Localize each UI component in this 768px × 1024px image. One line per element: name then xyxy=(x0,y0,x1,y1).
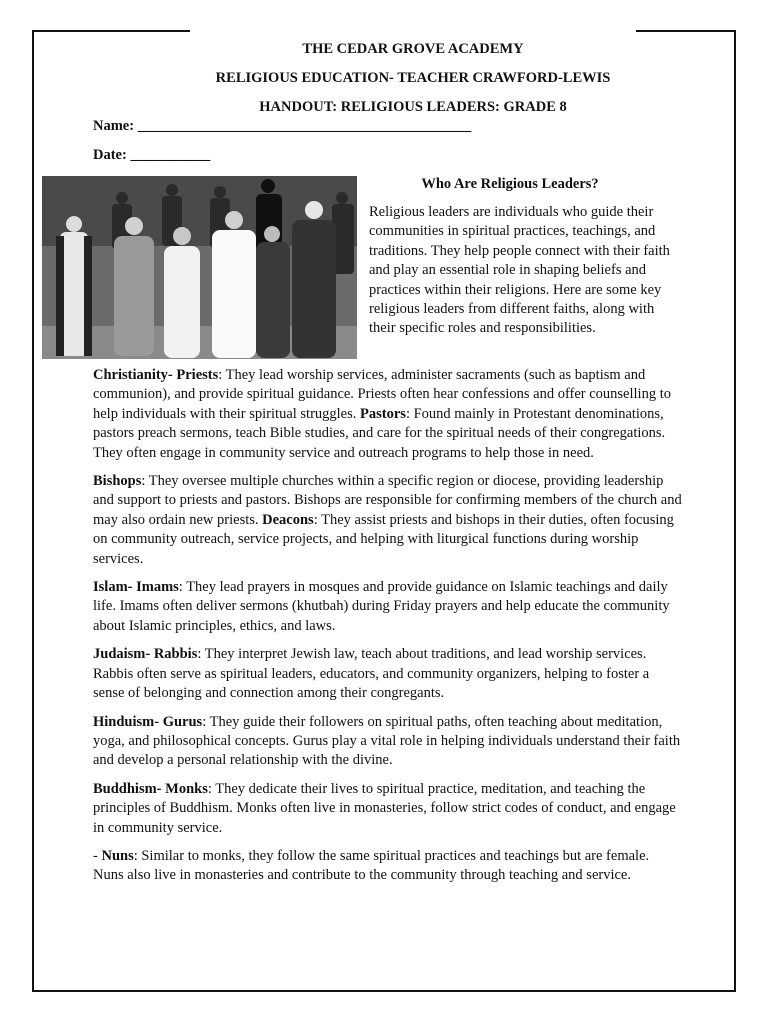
intro-paragraph: Religious leaders are individuals who guide their communities in spiritual practices, teachings, and traditions. They help people connect with their faith and play an essential role in shaping beliefs and practices within their religions. Here are some key religious leaders from different faiths, along with their specific roles and responsibilities. xyxy=(369,204,670,337)
term-judaism-rabbis: Judaism- Rabbis xyxy=(93,646,198,663)
bishops-paragraph xyxy=(93,472,683,569)
deacons-text: : They assist priests and bishops in their duties, often focusing on community outreach, service projects, and helping with liturgical functions during worship services. xyxy=(93,511,674,567)
name-blank: ______________________________________________ xyxy=(137,118,472,134)
date-field[interactable] xyxy=(93,147,210,164)
name-field[interactable] xyxy=(93,118,471,135)
term-hinduism-gurus: Hinduism- Gurus xyxy=(93,713,203,730)
term-nuns: Nuns xyxy=(101,847,134,864)
hinduism-text: : They guide their followers on spiritual paths, often teaching about meditation, yoga, and philosophical concepts. Gurus play a vital role in helping individuals understand their faith and develop a personal relationship with the divine. xyxy=(93,713,681,769)
islam-text: : They lead prayers in mosques and provide guidance on Islamic teachings and daily life. Imams often deliver sermons (khutbah) during Friday prayers and help educate the community about Islamic principles, ethics, and laws. xyxy=(93,579,670,634)
judaism-paragraph xyxy=(93,645,683,703)
nuns-paragraph xyxy=(93,847,683,886)
intro-title: Who Are Religious Leaders? xyxy=(421,176,599,192)
course-title: RELIGIOUS EDUCATION- TEACHER CRAWFORD-LEWIS xyxy=(215,70,611,86)
christianity-priests-text: : They lead worship services, administer sacraments (such as baptism and communion), and provide spiritual guidance. Priests often hear confessions and offer counselling to help individuals with their spiritual struggles. xyxy=(93,367,671,422)
term-bishops: Bishops xyxy=(93,473,142,490)
handout-body xyxy=(93,366,683,895)
border-gap xyxy=(190,28,636,34)
school-title: THE CEDAR GROVE ACADEMY xyxy=(302,41,524,57)
buddhism-text: : They dedicate their lives to spiritual practice, meditation, and teaching the principles of Buddhism. Monks often live in monasteries, follow strict codes of conduct, and engage in community service. xyxy=(93,780,676,836)
islam-paragraph xyxy=(93,578,683,636)
nuns-prefix: - xyxy=(93,847,102,864)
date-blank: ___________ xyxy=(130,147,211,163)
hinduism-paragraph xyxy=(93,713,683,771)
term-christianity-priests: Christianity- Priests xyxy=(93,367,219,383)
term-deacons: Deacons xyxy=(262,511,314,528)
term-islam-imams: Islam- Imams xyxy=(93,579,179,596)
judaism-text: : They interpret Jewish law, teach about traditions, and lead worship services. Rabbis often serve as spiritual leaders, educators, and community organizers, helping to foster a sense of belonging and connection among their congregants. xyxy=(93,646,650,702)
date-label: Date: xyxy=(93,147,127,163)
nuns-text: : Similar to monks, they follow the same spiritual practices and teachings but are female. Nuns also live in monasteries and contribute to the community through teaching and service. xyxy=(93,847,650,884)
religious-leaders-photo xyxy=(42,176,357,359)
bishops-text: : They oversee multiple churches within a specific region or diocese, providing leadership and support to priests and pastors. Bishops are responsible for confirming members of the church and may also ordain new priests. xyxy=(93,473,682,528)
pastors-text: : Found mainly in Protestant denominations, pastors preach sermons, teach Bible studies, and care for the spiritual needs of their congregations. They often engage in community service and outreach programs to help those in need. xyxy=(93,405,666,461)
buddhism-paragraph xyxy=(93,780,683,838)
christianity-paragraph xyxy=(93,366,683,463)
term-buddhism-monks: Buddhism- Monks xyxy=(93,780,208,797)
name-label: Name: xyxy=(93,118,135,134)
handout-title: HANDOUT: RELIGIOUS LEADERS: GRADE 8 xyxy=(259,99,567,115)
term-pastors: Pastors xyxy=(360,405,406,422)
